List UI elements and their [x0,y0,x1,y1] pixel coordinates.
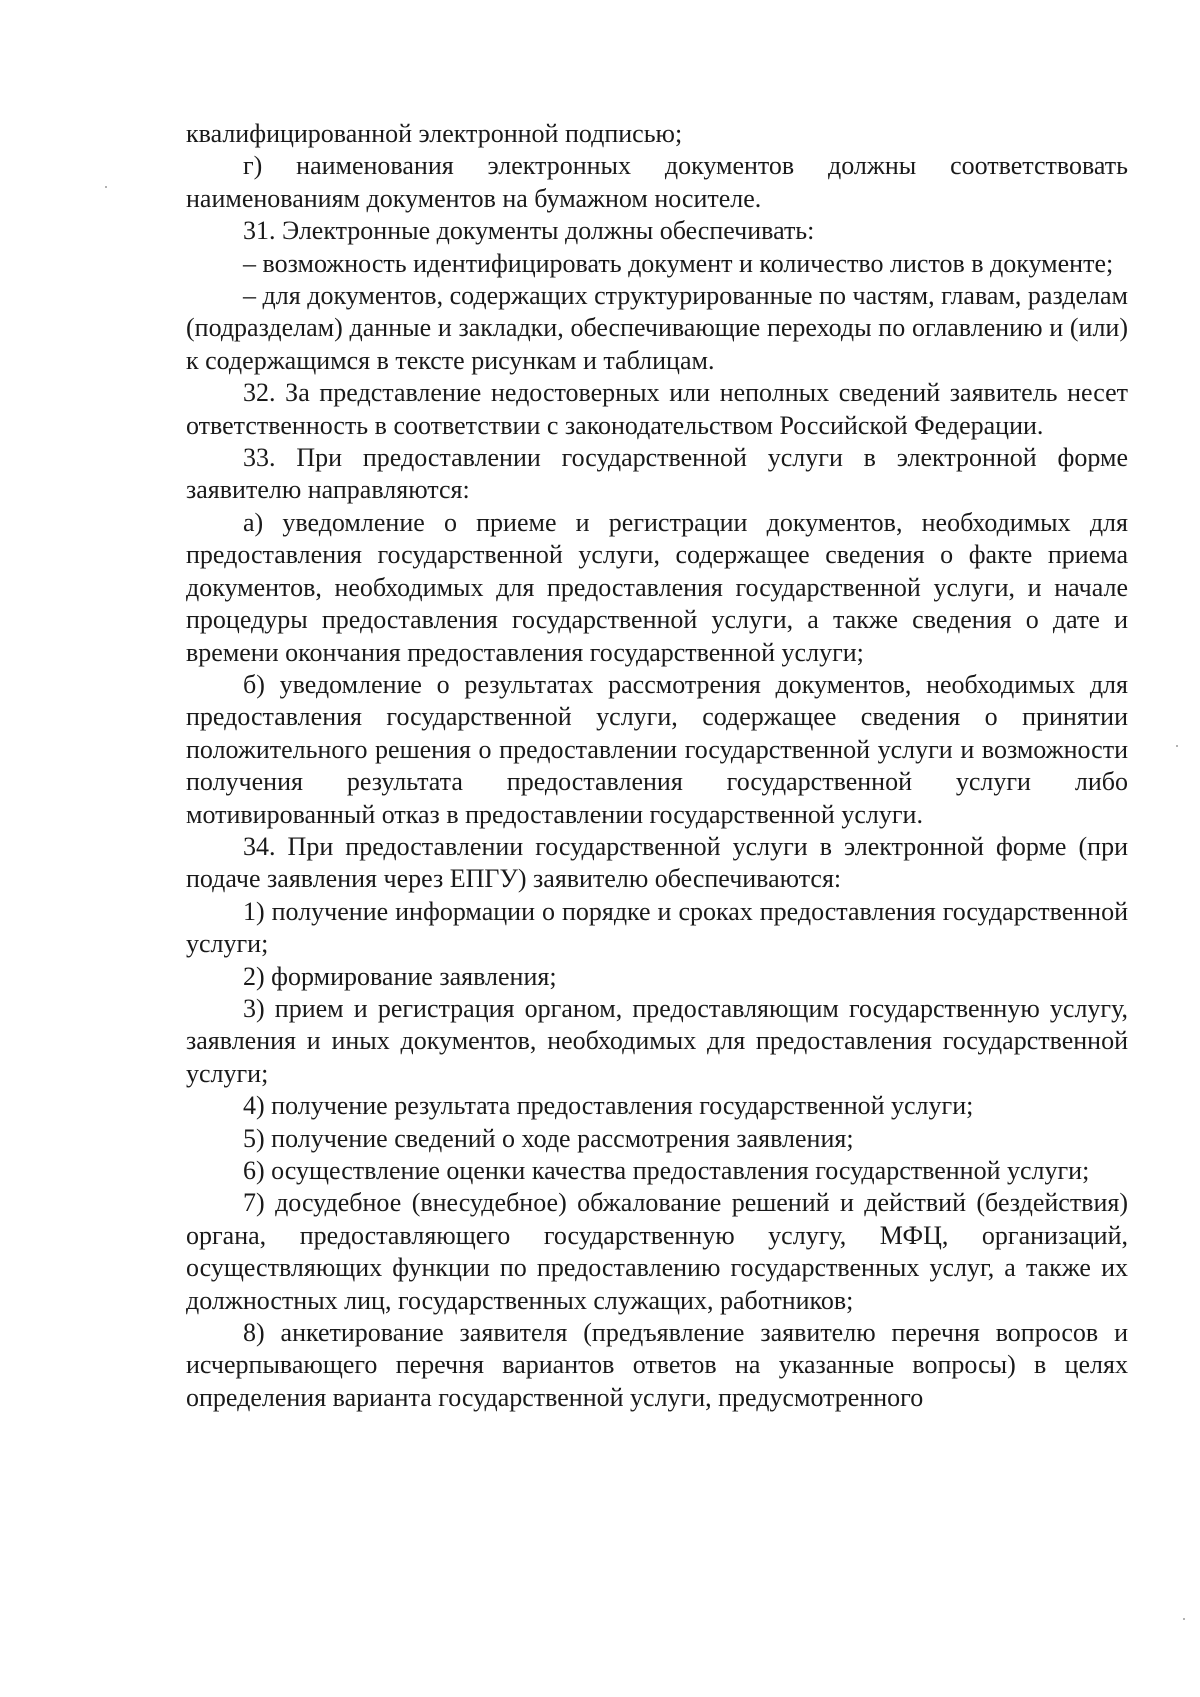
paragraph-34-item-8: 8) анкетирование заявителя (предъявление заявителю перечня вопросов и исчерпывающего перечня вариантов ответов на указанные вопросы) в целях определения варианта государственной услуги, предусмотренного [186,1318,1128,1412]
document-page [186,118,1128,1414]
paragraph-34-item-5: 5) получение сведений о ходе рассмотрения заявления; [243,1123,854,1153]
paragraph-34-item-3: 3) прием и регистрация органом, предоставляющим государственную услугу, заявления и иных документов, необходимых для предоставления государственной услуги; [186,993,1128,1088]
scan-speck [105,186,107,188]
paragraph-34-item-4: 4) получение результата предоставления государственной услуги; [243,1091,974,1121]
scan-speck [1176,745,1178,747]
paragraph-item-g: г) наименования электронных документов должны соответствовать наименованиям документов на бумажном носителе. [186,151,1128,213]
paragraph-33-item-a: а) уведомление о приеме и регистрации документов, необходимых для предоставления государственной услуги, содержащее сведения о факте приема документов, необходимых для предоставления государственной услуги, и начале процедуры предоставления государственной услуги, а также сведения о дате и времени окончания предоставления государственной услуги; [186,507,1128,667]
paragraph-33: 33. При предоставлении государственной услуги в электронной форме заявителю направляются: [186,443,1128,505]
paragraph-34-item-7: 7) досудебное (внесудебное) обжалование решений и действий (бездействия) органа, предоставляющего государственную услугу, МФЦ, организаций, осуществляющих функции по предоставлению государственных услуг, а также их должностных лиц, государственных служащих, работников; [186,1188,1128,1315]
paragraph-34-item-1: 1) получение информации о порядке и сроках предоставления государственной услуги; [186,896,1128,959]
scan-speck [1183,1618,1185,1620]
paragraph-34: 34. При предоставлении государственной услуги в электронной форме (при подаче заявления через ЕПГУ) заявителю обеспечиваются: [186,831,1128,894]
paragraph-33-item-b: б) уведомление о результатах рассмотрения документов, необходимых для предоставления государственной услуги, содержащее сведения о принятии положительного решения о предоставлении государственной услуги и возможности получения результата предоставления государственной услуги либо мотивированный отказ в предоставлении государственной услуги. [186,669,1128,829]
paragraph-31-dash-1: – возможность идентифицировать документ и количество листов в документе; [243,248,1114,278]
paragraph-31-dash-2: – для документов, содержащих структурированные по частям, главам, разделам (подразделам) данные и закладки, обеспечивающие переходы по оглавлению и (или) к содержащимся в тексте рисункам и таблицам. [186,281,1128,375]
paragraph-34-item-2: 2) формирование заявления; [243,961,557,991]
paragraph-signature-end: квалифицированной электронной подписью; [186,119,683,148]
paragraph-34-item-6: 6) осуществление оценки качества предоставления государственной услуги; [243,1156,1090,1185]
paragraph-31: 31. Электронные документы должны обеспечивать: [243,216,815,246]
paragraph-32: 32. За представление недостоверных или неполных сведений заявитель несет ответственность в соответствии с законодательством Российской Федерации. [186,378,1128,440]
